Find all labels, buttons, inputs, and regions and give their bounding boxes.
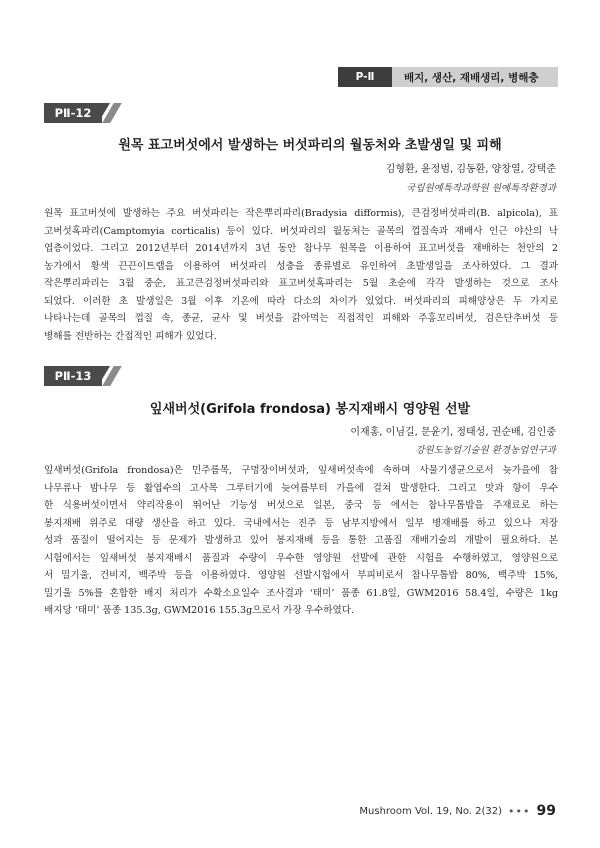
abstract-line: 한 식용버섯이면서 약리작용이 뛰어난 기능성 버섯으로 일본, 중국 등 에서는 참나무톱밥을 주재료로 하는 (44, 500, 558, 511)
abstract-badge-label: PⅡ-12 (44, 103, 102, 123)
abstract-authors: 이재홍, 이님길, 문윤기, 정태성, 권순배, 김인중 (350, 427, 556, 438)
abstract-line: 엽층이었다. 그리고 2012년부터 2014년까지 3년 동안 참나무 원목을 이용하여 표고버섯을 재배하는 천안의 2 (44, 243, 558, 254)
journal-citation: Mushroom Vol. 19, No. 2(32) (359, 805, 503, 817)
abstract-affiliation: 국립원예특작과학원 원예특작환경과 (406, 183, 556, 194)
page-number: 99 (536, 803, 556, 819)
footer-separator: ••• (508, 804, 531, 818)
section-header-band (338, 67, 558, 87)
section-header-tag: P-Ⅱ (338, 67, 392, 87)
abstract-line: 고버섯혹파리(Camptomyia corticalis) 등이 있다. 버섯파리의 월동처는 골목의 껍질속과 재배사 인근 야산의 낙 (44, 225, 558, 237)
abstract-badge (44, 103, 120, 123)
abstract-affiliation: 강원도농업기술원 환경농업연구과 (415, 445, 556, 456)
abstract-authors: 김형환, 윤정범, 김동환, 양창열, 강택준 (385, 164, 556, 175)
abstract-line: 되었다. 이러한 초 발생일은 3월 이후 기온에 따라 다소의 차이가 있었다. 버섯파리의 피해양상은 두 가지로 (44, 295, 558, 307)
abstract-badge-label: PⅡ-13 (44, 366, 102, 386)
abstract-badge (44, 366, 120, 386)
abstract-line: 봉지재배 위주로 대량 생산을 하고 있다. 국내에서는 진주 등 남부지방에서 일부 병재배를 하고 있으나 저장 (44, 517, 558, 529)
abstract-body (44, 462, 558, 620)
abstract-title: 잎새버섯(Grifola frondosa) 봉지재배시 영양원 선발 (149, 402, 471, 417)
abstract-line: 잎새버섯(Grifola frondosa)은 민주름목, 구멍장이버섯과, 잎새버섯속에 속하며 사물기생균으로서 늦가을에 참 (44, 465, 558, 476)
page-footer (359, 803, 556, 819)
section-header-title: 배지, 생산, 재배생리, 병해충 (392, 67, 558, 87)
abstract-title: 원목 표고버섯에서 발생하는 버섯파리의 월동처와 초발생일 및 피해 (118, 138, 502, 153)
abstract-line: 원목 표고버섯에 발생하는 주요 버섯파리는 작은뿌리파리(Bradysia difformis), 큰검정버섯파리(B. alpicola), 표 (44, 208, 558, 219)
abstract-line: 농가에서 황색 끈끈이트랩을 이용하여 버섯파리 성충을 종류별로 유인하여 초발생일을 조사하였다. 그 결과 (44, 260, 558, 272)
abstract-line: 서 밀기울, 건비지, 백주박 등을 이용하였다. 영양원 선발시험에서 부피비로서 참나무톱밥 80%, 백주박 15%, (44, 570, 558, 581)
abstract-line: 병해를 전반하는 간접적인 피해가 있었다. (44, 330, 217, 342)
abstract-body (44, 205, 558, 345)
abstract-line: 나타나는데 골목의 껍질 속, 종균, 균사 및 버섯을 갉아먹는 직접적인 피해와 주홍꼬리버섯, 검은단추버섯 등 (44, 313, 558, 324)
abstract-line: 밀기울 5%를 혼합한 배지 처리가 수확소요일수 조사결과 ‘태미’ 품종 61.8일, GWM2016 58.4일, 수량은 1kg (44, 587, 558, 599)
abstract-line: 작은뿌리파리는 3월 중순, 표고큰검정버섯파리와 표고버섯혹파리는 5월 초순에 각각 발생하는 것으로 조사 (44, 278, 558, 289)
abstract-line: 배지당 ‘태미’ 품종 135.3g, GWM2016 155.3g으로서 가장 우수하였다. (44, 605, 355, 616)
abstract-line: 성과 품질이 떨어지는 등 문제가 발생하고 있어 봉지재배 등을 통한 고품질 재배기술의 개발이 필요하다. 본 (44, 535, 558, 546)
abstract-line: 나무류나 밤나무 등 활엽수의 고사목 그루터기에 늦여름부터 가을에 걸쳐 발생한다. 그리고 맛과 향이 우수 (44, 482, 558, 494)
abstract-line: 시험에서는 잎새버섯 봉지재배시 품질과 수량이 우수한 영양원 선발에 관한 시험을 수행하였고, 영양원으로 (44, 552, 558, 564)
